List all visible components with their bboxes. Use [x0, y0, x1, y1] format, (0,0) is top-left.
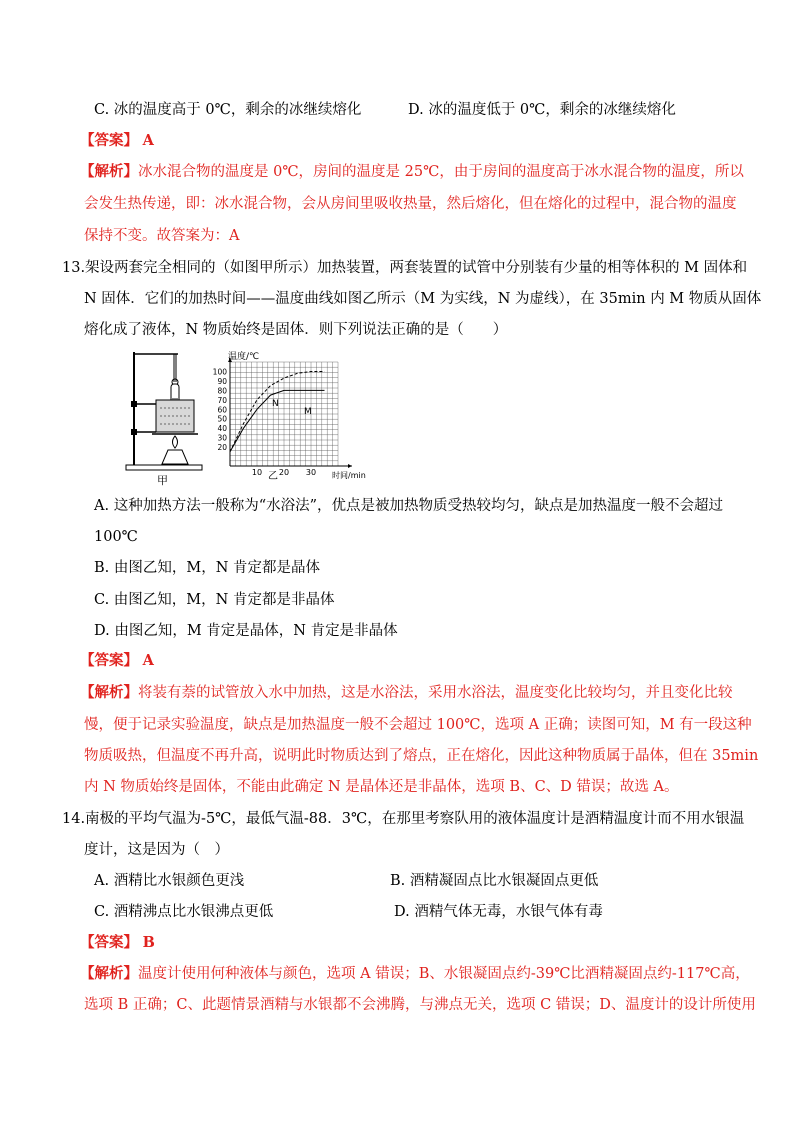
q13-option-d: D. 由图乙知，M 肯定是晶体，N 肯定是非晶体 — [94, 623, 398, 639]
q14-option-b: B. 酒精凝固点比水银凝固点更低 — [390, 873, 599, 889]
x-tick-label: 20 — [278, 468, 290, 477]
q13-stem-line-3: 熔化成了液体，N 物质始终是固体．则下列说法正确的是（ ） — [84, 322, 508, 338]
q13-answer — [80, 651, 154, 671]
q13-option-a-line-2: 100℃ — [94, 529, 138, 545]
y-tick-label: 40 — [217, 424, 227, 434]
series-label-m: M — [304, 407, 312, 417]
y-tick-label: 90 — [217, 376, 227, 386]
analysis-label: 【解析】 — [80, 163, 138, 180]
y-tick-label: 100 — [212, 367, 227, 377]
chart-xlabel: 时间/min — [332, 471, 366, 480]
x-tick-label: 30 — [305, 468, 317, 477]
q14-option-d: D. 酒精气体无毒，水银气体有毒 — [394, 904, 603, 920]
series-label-n: N — [272, 399, 279, 409]
q14-stem-line-1: 14.南极的平均气温为-5℃，最低气温-88．3℃，在那里考察队用的液体温度计是酒精温度计而不用水银温 — [62, 811, 745, 827]
q13-stem-line-1: 13.架设两套完全相同的（如图甲所示）加热装置，两套装置的试管中分别装有少量的相等体积的 M 固体和 — [62, 260, 748, 276]
chart-axes — [228, 358, 352, 468]
y-tick-label: 70 — [217, 395, 227, 405]
q13-stem-line-2: N 固体．它们的加热时间——温度曲线如图乙所示（M 为实线，N 为虚线），在 35min 内 M 物质从固体 — [84, 291, 762, 307]
answer-value: B — [142, 934, 155, 951]
q12-analysis-line-3: 保持不变。故答案为：A — [84, 228, 240, 244]
q14-stem-line-2: 度计，这是因为（ ） — [84, 842, 229, 858]
q13-option-c: C. 由图乙知，M，N 肯定都是非晶体 — [94, 592, 335, 608]
answer-label: 【答案】 — [80, 132, 138, 149]
analysis-text: 温度计使用何种液体与颜色，选项 A 错误；B、水银凝固点约-39℃比酒精凝固点约-117℃高， — [138, 966, 750, 982]
q14-analysis-line-2: 选项 B 正确；C、此题情景酒精与水银都不会沸腾，与沸点无关，选项 C 错误；D、温度计的设计所使用 — [84, 997, 756, 1013]
q14-analysis-line-1 — [80, 964, 750, 984]
q13-analysis-line-4: 内 N 物质始终是固体，不能由此确定 N 是晶体还是非晶体，选项 B、C、D 错误；故选 A。 — [84, 779, 679, 795]
analysis-text: 将装有萘的试管放入水中加热，这是水浴法，采用水浴法，温度变化比较均匀，并且变化比较 — [138, 685, 733, 701]
y-tick-label: 30 — [217, 433, 227, 443]
q13-analysis-line-2: 慢，便于记录实验温度，缺点是加热温度一般不会超过 100℃，选项 A 正确；读图可知，M 有一段这种 — [84, 717, 752, 733]
answer-label: 【答案】 — [80, 652, 138, 669]
q14-answer — [80, 933, 155, 953]
q12-option-d: D. 冰的温度低于 0℃，剩余的冰继续熔化 — [408, 102, 676, 118]
q14-option-a: A. 酒精比水银颜色更浅 — [94, 873, 245, 889]
heating-apparatus-figure — [118, 346, 210, 474]
chart-yi-label: 乙 — [268, 471, 278, 480]
analysis-label: 【解析】 — [80, 965, 138, 982]
q12-option-c: C. 冰的温度高于 0℃，剩余的冰继续熔化 — [94, 102, 362, 118]
q13-option-a-line-1: A. 这种加热方法一般称为“水浴法”，优点是被加热物质受热较均匀，缺点是加热温度一般不会超过 — [94, 498, 724, 514]
chart-grid — [230, 362, 338, 466]
x-axis-arrow — [348, 464, 352, 468]
y-tick-label: 20 — [217, 443, 227, 453]
y-tick-label: 50 — [217, 414, 227, 424]
answer-value: A — [142, 652, 154, 669]
answer-label: 【答案】 — [80, 934, 138, 951]
analysis-label: 【解析】 — [80, 684, 138, 701]
chart-ylabel: 温度/℃ — [228, 352, 260, 362]
q12-analysis-line-2: 会发生热传递，即：冰水混合物，会从房间里吸收热量，然后熔化，但在熔化的过程中，混合物的温度 — [84, 196, 737, 212]
y-tick-label: 80 — [217, 386, 227, 396]
q12-analysis-line-1 — [80, 162, 744, 182]
figure-jia-label: 甲 — [157, 474, 168, 487]
analysis-text: 冰水混合物的温度是 0℃，房间的温度是 25℃，由于房间的温度高于冰水混合物的温度，所以 — [138, 164, 744, 180]
x-tick-label: 10 — [251, 468, 263, 477]
temperature-time-chart — [210, 348, 372, 480]
chart-ticks — [213, 367, 316, 477]
q14-option-c: C. 酒精沸点比水银沸点更低 — [94, 904, 274, 920]
q13-analysis-line-3: 物质吸热，但温度不再升高，说明此时物质达到了熔点，正在熔化，因此这种物质属于晶体，但在 35min — [84, 748, 759, 764]
q12-answer — [80, 131, 154, 151]
y-tick-label: 60 — [217, 405, 227, 415]
q13-analysis-line-1 — [80, 683, 733, 703]
answer-value: A — [142, 132, 154, 149]
q13-option-b: B. 由图乙知，M，N 肯定都是晶体 — [94, 560, 321, 576]
